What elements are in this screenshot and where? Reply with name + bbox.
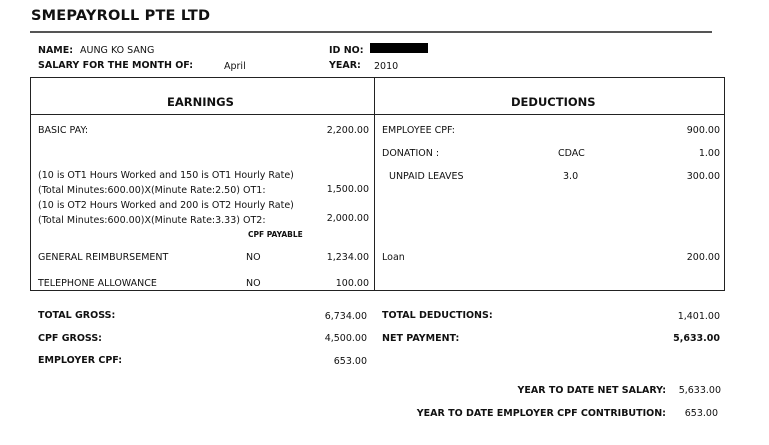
- ot2-value: 2,000.00: [326, 213, 369, 224]
- cpf-gross-value: 4,500.00: [324, 333, 367, 344]
- earning-item-label: GENERAL REIMBURSEMENT: [38, 252, 169, 263]
- year-label: YEAR:: [329, 60, 361, 71]
- ytd-net-salary-label: YEAR TO DATE NET SALARY:: [517, 385, 666, 396]
- earning-item-label: TELEPHONE ALLOWANCE: [38, 278, 157, 289]
- id-label: ID NO:: [329, 45, 364, 56]
- ot-line-1: (10 is OT1 Hours Worked and 150 is OT1 Hourly Rate): [38, 170, 294, 181]
- ytd-employer-cpf-label: YEAR TO DATE EMPLOYER CPF CONTRIBUTION:: [416, 408, 666, 419]
- header-divider: [30, 114, 725, 115]
- salary-month-value: April: [224, 61, 246, 72]
- ot-line-4: (Total Minutes:600.00)X(Minute Rate:3.33) OT2:: [38, 215, 266, 226]
- year-value: 2010: [374, 61, 399, 72]
- loan-label: Loan: [382, 252, 405, 263]
- name-label: NAME:: [38, 45, 74, 56]
- ot-line-2: (Total Minutes:600.00)X(Minute Rate:2.50) OT1:: [38, 185, 266, 196]
- unpaid-leaves-label: UNPAID LEAVES: [389, 171, 464, 182]
- net-payment-label: NET PAYMENT:: [382, 333, 460, 344]
- employer-cpf-value: 653.00: [333, 356, 367, 367]
- donation-value: 1.00: [698, 148, 720, 159]
- total-deductions-label: TOTAL DEDUCTIONS:: [382, 310, 493, 321]
- cpf-gross-label: CPF GROSS:: [38, 333, 102, 344]
- earning-item-value: 1,234.00: [326, 252, 369, 263]
- basic-pay-value: 2,200.00: [326, 125, 369, 136]
- header-rule: [30, 31, 712, 33]
- company-name: SMEPAYROLL PTE LTD: [31, 8, 211, 24]
- earnings-title: EARNINGS: [167, 95, 234, 109]
- loan-value: 200.00: [686, 252, 720, 263]
- total-gross-label: TOTAL GROSS:: [38, 310, 116, 321]
- ytd-employer-cpf-value: 653.00: [684, 408, 718, 419]
- donation-type: CDAC: [558, 148, 585, 159]
- cpf-payable-header: CPF PAYABLE: [248, 230, 303, 239]
- salary-month-label: SALARY FOR THE MONTH OF:: [38, 60, 194, 71]
- basic-pay-label: BASIC PAY:: [38, 125, 89, 136]
- unpaid-leaves-value: 300.00: [686, 171, 720, 182]
- ot-line-3: (10 is OT2 Hours Worked and 200 is OT2 Hourly Rate): [38, 200, 294, 211]
- earning-item-cpf: NO: [246, 278, 261, 289]
- earning-item-cpf: NO: [246, 252, 261, 263]
- unpaid-leaves-days: 3.0: [563, 171, 579, 182]
- employee-cpf-label: EMPLOYEE CPF:: [382, 125, 455, 136]
- column-divider: [374, 77, 375, 291]
- earning-item-value: 100.00: [335, 278, 369, 289]
- id-value-redaction: [370, 43, 428, 53]
- net-payment-value: 5,633.00: [673, 333, 720, 344]
- name-value: AUNG KO SANG: [80, 45, 155, 56]
- ytd-net-salary-value: 5,633.00: [678, 385, 721, 396]
- total-deductions-value: 1,401.00: [677, 311, 720, 322]
- employee-cpf-value: 900.00: [686, 125, 720, 136]
- employer-cpf-label: EMPLOYER CPF:: [38, 355, 123, 366]
- donation-label: DONATION :: [382, 148, 440, 159]
- deductions-title: DEDUCTIONS: [511, 95, 596, 109]
- total-gross-value: 6,734.00: [324, 311, 367, 322]
- ot1-value: 1,500.00: [326, 184, 369, 195]
